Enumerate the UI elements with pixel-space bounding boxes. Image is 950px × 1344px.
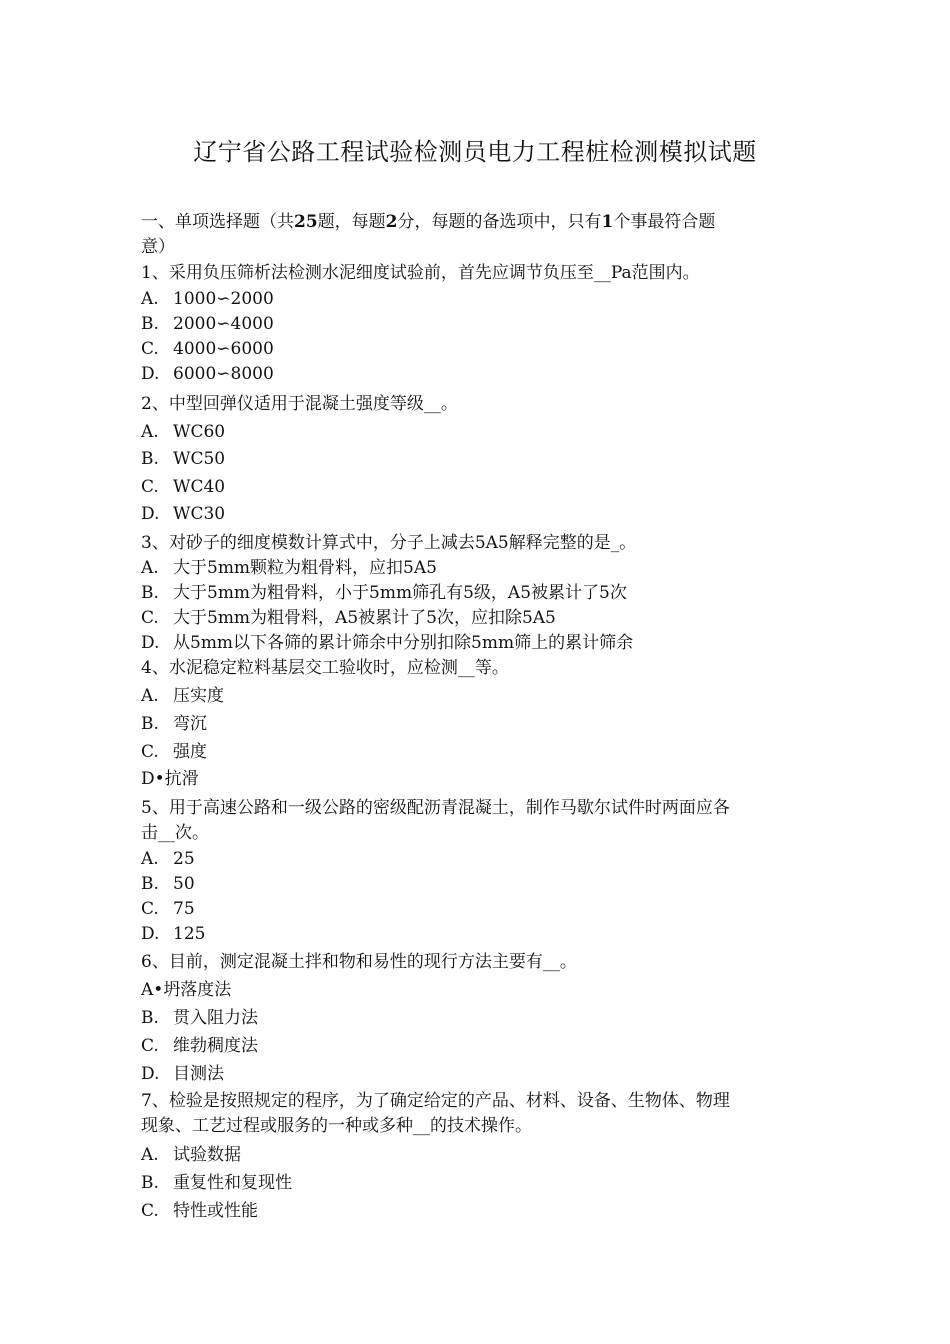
option-letter: B.: [141, 714, 159, 734]
option-text: 大于5mm颗粒为粗骨料，应扣5A5: [173, 558, 437, 578]
option-letter: A.: [141, 558, 159, 578]
option: [141, 606, 556, 631]
option: [141, 631, 633, 656]
option: [141, 581, 627, 606]
section-heading: [141, 210, 811, 235]
option-letter: B.: [141, 1173, 159, 1193]
option: [141, 767, 199, 792]
option-text: WC60: [173, 422, 226, 442]
option-letter: C.: [141, 477, 159, 497]
option-text: 6000∽8000: [173, 364, 274, 384]
option: [141, 1034, 258, 1059]
option-letter: D.: [141, 633, 160, 653]
option-letter: A•: [141, 980, 164, 1000]
option-text: WC30: [173, 504, 226, 524]
option: [141, 502, 225, 527]
option-letter: C.: [141, 742, 159, 762]
option: [141, 362, 274, 387]
option-text: 特性或性能: [173, 1201, 258, 1221]
option: [141, 922, 205, 947]
section-heading-text: 题，每题: [317, 212, 386, 232]
option-letter: A.: [141, 1145, 159, 1165]
option: [141, 1199, 258, 1224]
question-stem: 2、中型回弹仪适用于混凝土强度等级__。: [141, 394, 458, 414]
option: [141, 847, 195, 872]
option-text: 从5mm以下各筛的累计筛余中分别扣除5mm筛上的累计筛余: [173, 633, 634, 653]
option-text: WC50: [173, 449, 226, 469]
option-text: 75: [173, 899, 195, 919]
option: [141, 978, 231, 1003]
option: [141, 1062, 224, 1087]
question-stem: 6、目前，测定混凝土拌和物和易性的现行方法主要有__。: [141, 952, 577, 972]
option-text: 大于5mm为粗骨料，小于5mm筛孔有5级，A5被累计了5次: [173, 583, 627, 603]
option-text: WC40: [173, 477, 226, 497]
option-letter: D.: [141, 504, 160, 524]
option: [141, 420, 225, 445]
option-letter: B.: [141, 449, 159, 469]
option-text: 压实度: [173, 686, 224, 706]
section-heading-text: 分，每题的备选项中，只有: [397, 212, 602, 232]
option-letter: D.: [141, 364, 160, 384]
question-count: 25: [294, 212, 318, 232]
option-letter: A.: [141, 422, 159, 442]
option-letter: A.: [141, 289, 159, 309]
option: [141, 740, 207, 765]
option-text: 25: [173, 849, 195, 869]
option-text: 1000∽2000: [173, 289, 274, 309]
option-text: 维勃稠度法: [173, 1036, 258, 1056]
option-letter: D.: [141, 924, 160, 944]
option-text: 50: [173, 874, 195, 894]
option-letter: B.: [141, 1008, 159, 1028]
option-letter: B.: [141, 314, 159, 334]
question-stem: 5、用于高速公路和一级公路的密级配沥青混凝土，制作马歇尔试件时两面应各: [141, 798, 730, 818]
option-letter: D.: [141, 1064, 160, 1084]
option-text: 强度: [173, 742, 207, 762]
option-letter: D•: [141, 769, 165, 789]
option: [141, 1006, 258, 1031]
option: [141, 447, 225, 472]
option: [141, 287, 274, 312]
option-text: 大于5mm为粗骨料，A5被累计了5次，应扣除5A5: [173, 608, 556, 628]
option-letter: A.: [141, 686, 159, 706]
option-letter: C.: [141, 339, 159, 359]
option-letter: C.: [141, 1036, 159, 1056]
option-text: 目测法: [173, 1064, 224, 1084]
option: [141, 684, 224, 709]
question-stem-cont: 击__次。: [141, 823, 209, 843]
correct-count: 1: [601, 212, 614, 232]
option-letter: B.: [141, 874, 159, 894]
question-stem-cont: 现象、工艺过程或服务的一种或多种__的技术操作。: [141, 1116, 532, 1136]
option: [141, 337, 274, 362]
question-stem: 3、对砂子的细度模数计算式中，分子上减去5A5解释完整的是_。: [141, 533, 637, 553]
section-heading-text: 个事最符合题: [613, 212, 716, 232]
option-text: 125: [173, 924, 206, 944]
question-stem: 7、检验是按照规定的程序，为了确定给定的产品、材料、设备、生物体、物理: [141, 1091, 730, 1111]
option: [141, 556, 437, 581]
option: [141, 1143, 241, 1168]
option-text: 弯沉: [173, 714, 207, 734]
option-letter: C.: [141, 1201, 159, 1221]
section-heading-cont: 意）: [141, 237, 175, 257]
option: [141, 1171, 292, 1196]
page-title: 辽宁省公路工程试验检测员电力工程桩检测模拟试题: [193, 138, 757, 166]
option-text: 坍落度法: [163, 980, 232, 1000]
option-text: 重复性和复现性: [173, 1173, 292, 1193]
option-letter: C.: [141, 899, 159, 919]
question-stem: 1、采用负压筛析法检测水泥细度试验前，首先应调节负压至__Pa范围内。: [141, 263, 700, 283]
points-per-question: 2: [385, 212, 398, 232]
option: [141, 897, 195, 922]
option-text: 试验数据: [173, 1145, 241, 1165]
option: [141, 475, 225, 500]
option-text: 4000∽6000: [173, 339, 274, 359]
option-letter: C.: [141, 608, 159, 628]
option-text: 贯入阻力法: [173, 1008, 258, 1028]
question-stem: 4、水泥稳定粒料基层交工验收时，应检测__等。: [141, 658, 509, 678]
option-text: 2000∽4000: [173, 314, 274, 334]
option: [141, 872, 195, 897]
option: [141, 312, 274, 337]
option-text: 抗滑: [164, 769, 199, 789]
option: [141, 712, 207, 737]
section-heading-text: 一、单项选择题（共: [141, 212, 294, 232]
option-letter: A.: [141, 849, 159, 869]
option-letter: B.: [141, 583, 159, 603]
